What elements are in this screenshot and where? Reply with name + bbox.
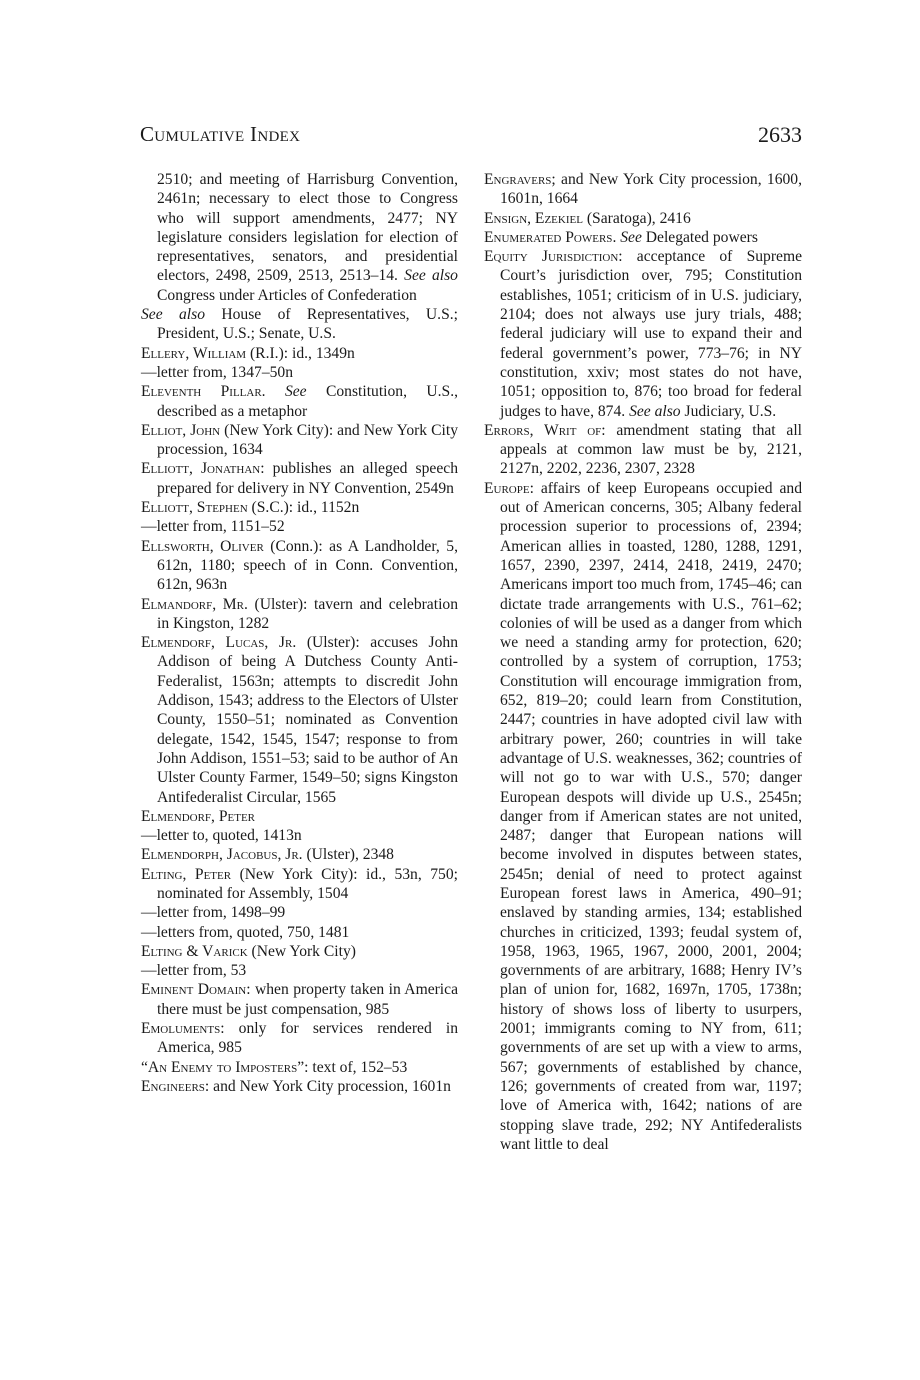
entry-text: (Saratoga), 2416 (582, 209, 691, 227)
entry-text: (Conn.): as A Landholder, 5, 612n, 1180; speech of in Conn. Convention, 612n, 963n (157, 537, 459, 594)
entry-text: (Ulster), 2348 (302, 846, 394, 864)
entry-text: (R.I.): id., 1349n (246, 344, 355, 362)
index-entry (141, 923, 458, 942)
entry-text: —letter to, quoted, 1413n (141, 827, 302, 845)
entry-heading: Enumerated Powers (484, 228, 613, 246)
entry-text: (New York City): id., 53n, 750; nominated for Assembly, 1504 (157, 865, 458, 902)
entry-text: —letter from, 53 (141, 962, 247, 980)
entry-heading: Elting & Varick (141, 942, 248, 960)
entry-heading: Eminent Domain (141, 981, 247, 999)
index-entry (141, 961, 458, 980)
page-number: 2633 (758, 122, 802, 147)
running-head (140, 122, 802, 150)
entry-heading: Elmendorf, Lucas, Jr. (141, 634, 297, 652)
entry-text: (S.C.): id., 1152n (247, 499, 360, 517)
entry-text: —letter from, 1151–52 (141, 518, 285, 536)
entry-text: . (261, 383, 285, 401)
entry-text: —letter from, 1498–99 (141, 904, 286, 922)
index-entry (141, 845, 458, 864)
entry-heading: Ensign, Ezekiel (484, 209, 583, 227)
entry-text: —letters from, quoted, 750, 1481 (141, 923, 350, 941)
index-entry (141, 382, 458, 421)
index-entry (141, 1019, 458, 1058)
entry-text: : only for services rendered in America, 985 (157, 1020, 458, 1057)
entry-text: . (612, 228, 621, 246)
index-column-left (141, 170, 458, 1096)
entry-heading: Europe (484, 479, 530, 497)
index-entry (141, 903, 458, 922)
index-entry (141, 633, 458, 807)
entry-text: —letter from, 1347–50n (141, 363, 294, 381)
entry-heading: Ellsworth, Oliver (141, 537, 264, 555)
entry-heading: Elliot, John (141, 421, 221, 439)
index-entry (141, 1077, 458, 1096)
entry-heading: Eleventh Pillar (141, 383, 262, 401)
entry-cross-reference: See (620, 228, 642, 246)
index-entry (141, 344, 458, 363)
entry-cross-reference: See also (141, 306, 205, 324)
index-column-right (484, 170, 802, 1154)
entry-heading: Elliott, Jonathan (141, 460, 261, 478)
entry-text: Delegated powers (641, 228, 758, 246)
index-entry (141, 459, 458, 498)
index-entry (141, 498, 458, 517)
index-entry (141, 595, 458, 634)
entry-text: Judiciary, U.S. (680, 402, 777, 420)
entry-heading: Elmandorf, Mr. (141, 595, 248, 613)
index-entry (484, 209, 802, 228)
entry-text: : and New York City procession, 1601n (204, 1077, 451, 1095)
entry-heading: Errors, Writ of (484, 421, 602, 439)
entry-text: (New York City): and New York City procession, 1634 (157, 421, 458, 459)
entry-cross-reference: See also (629, 402, 681, 420)
index-entry (141, 305, 458, 344)
entry-text: ; and New York City procession, 1600, 1601n, 1664 (500, 171, 802, 208)
entry-text: House of Representatives, U.S.; President, U.S.; Senate, U.S. (157, 306, 458, 343)
index-entry (141, 942, 458, 961)
entry-heading: Engravers (484, 171, 552, 188)
entry-heading: Elting, Peter (141, 865, 232, 883)
entry-heading: Elmendorph, Jacobus, Jr. (141, 846, 303, 864)
index-entry (484, 247, 802, 421)
entry-heading: Elliott, Stephen (141, 499, 248, 517)
entry-heading: Equity Jurisdiction (484, 248, 619, 266)
entry-text: : when property taken in America there must be just compensation, 985 (157, 981, 458, 1018)
index-entry (141, 537, 458, 595)
index-entry (141, 1058, 458, 1077)
running-title: Cumulative Index (140, 122, 301, 146)
entry-text: : acceptance of Supreme Court’s jurisdiction over, 795; Constitution establishes, 1051; criticism of in U.S. judiciary, 2104; does not always use jury trials, 488; federal judiciary will use to expand their and federal government’s power, 773–76; in NY constitution, xxiv; most states do not have, 1051; opposition to, 876; too broad for federal judges to have, 874. (500, 248, 802, 420)
entry-heading: Ellery, William (141, 344, 247, 362)
entry-heading: Elmendorf, Peter (141, 807, 255, 825)
entry-heading: “An Enemy to Imposters” (141, 1058, 305, 1076)
entry-text: (New York City) (247, 942, 356, 960)
index-entry (141, 807, 458, 826)
entry-text: 2510; and meeting of Harrisburg Convention, 2461n; necessary to elect those to Congress who will support amendments, 2477; NY legislature considers legislation for election of representatives, senators, and presidential electors, 2498, 2509, 2513, 2513–14. (157, 171, 458, 285)
index-entry (484, 421, 802, 479)
entry-text: : amendment stating that all appeals at common law must be by, 2121, 2127n, 2202, 2236, 2307, 2328 (500, 421, 802, 478)
entry-heading: Emoluments (141, 1020, 221, 1038)
entry-text: : affairs of keep Europeans occupied and out of American concerns, 305; Albany federal procession superior to processions of, 2394; American allies in toasted, 1280, 1288, 1291, 1657, 2390, 2397, 2414, 2418, 2419, 2470; Americans import too much from, 1745–46; can dictate trade arrangements with U.S., 761–62; colonies of will be used as a danger from which we need a standing army for protection, 620; controlled by a system of corruption, 1753; Constitution will encourage immigration from, 652, 819–20; could learn from Constitution, 2447; countries in have adopted civil law with arbitrary power, 260; countries in will take advantage of U.S. weaknesses, 362; countries of will not go to war with U.S., 570; danger European despots will divide up U.S., 2545n; danger from if American states are not united, 2487; danger that European nations will become involved in disputes between states, 2545n; denial of need to protect against European forest laws in America, 490–91; enslaved by standing armies, 134; established churches in criticized, 1393; feudal system of, 1958, 1963, 1965, 1967, 2000, 2001, 2004; governments of are arbitrary, 1688; Henry IV’s plan of union for, 1682, 1697n, 1705, 1738n; history of shows loss of liberty to usurpers, 2001; immigrants coming to NY from, 611; governments of are set up with a view to arms, 567; governments of established by chance, 126; governments of created from war, 1197; love of America with, 1642; nations of are stopping slave trade, 292; NY Antifederalists want little to deal (500, 479, 802, 1153)
entry-text: (Ulster): accuses John Addison of being A Dutchess County Anti-Federalist, 1563n; attempts to discredit John Addison, 1543; address to the Electors of Ulster County, 1550–51; nominated as Convention delegate, 1542, 1545, 1547; response to from John Addison, 1551–53; said to be author of An Ulster County Farmer, 1549–50; signs Kingston Antifederalist Circular, 1565 (157, 634, 458, 806)
index-entry (141, 170, 458, 305)
index-entry (484, 228, 802, 247)
index-entry (141, 421, 458, 460)
index-entry (141, 826, 458, 845)
index-entry (484, 170, 802, 209)
index-entry (141, 363, 458, 382)
index-entry (484, 479, 802, 1154)
entry-text: Congress under Articles of Confederation (157, 286, 417, 304)
entry-text: (Ulster): tavern and celebration in Kingston, 1282 (157, 595, 458, 632)
index-entry (141, 517, 458, 536)
entry-text: : text of, 152–53 (304, 1058, 408, 1076)
index-entry (141, 980, 458, 1019)
entry-text: : publishes an alleged speech prepared for delivery in NY Convention, 2549n (157, 460, 458, 497)
entry-text: Constitution, U.S., described as a metaphor (157, 383, 458, 420)
index-entry (141, 865, 458, 904)
entry-cross-reference: See also (404, 267, 458, 285)
entry-heading: Engineers (141, 1077, 205, 1095)
entry-cross-reference: See (284, 383, 307, 401)
